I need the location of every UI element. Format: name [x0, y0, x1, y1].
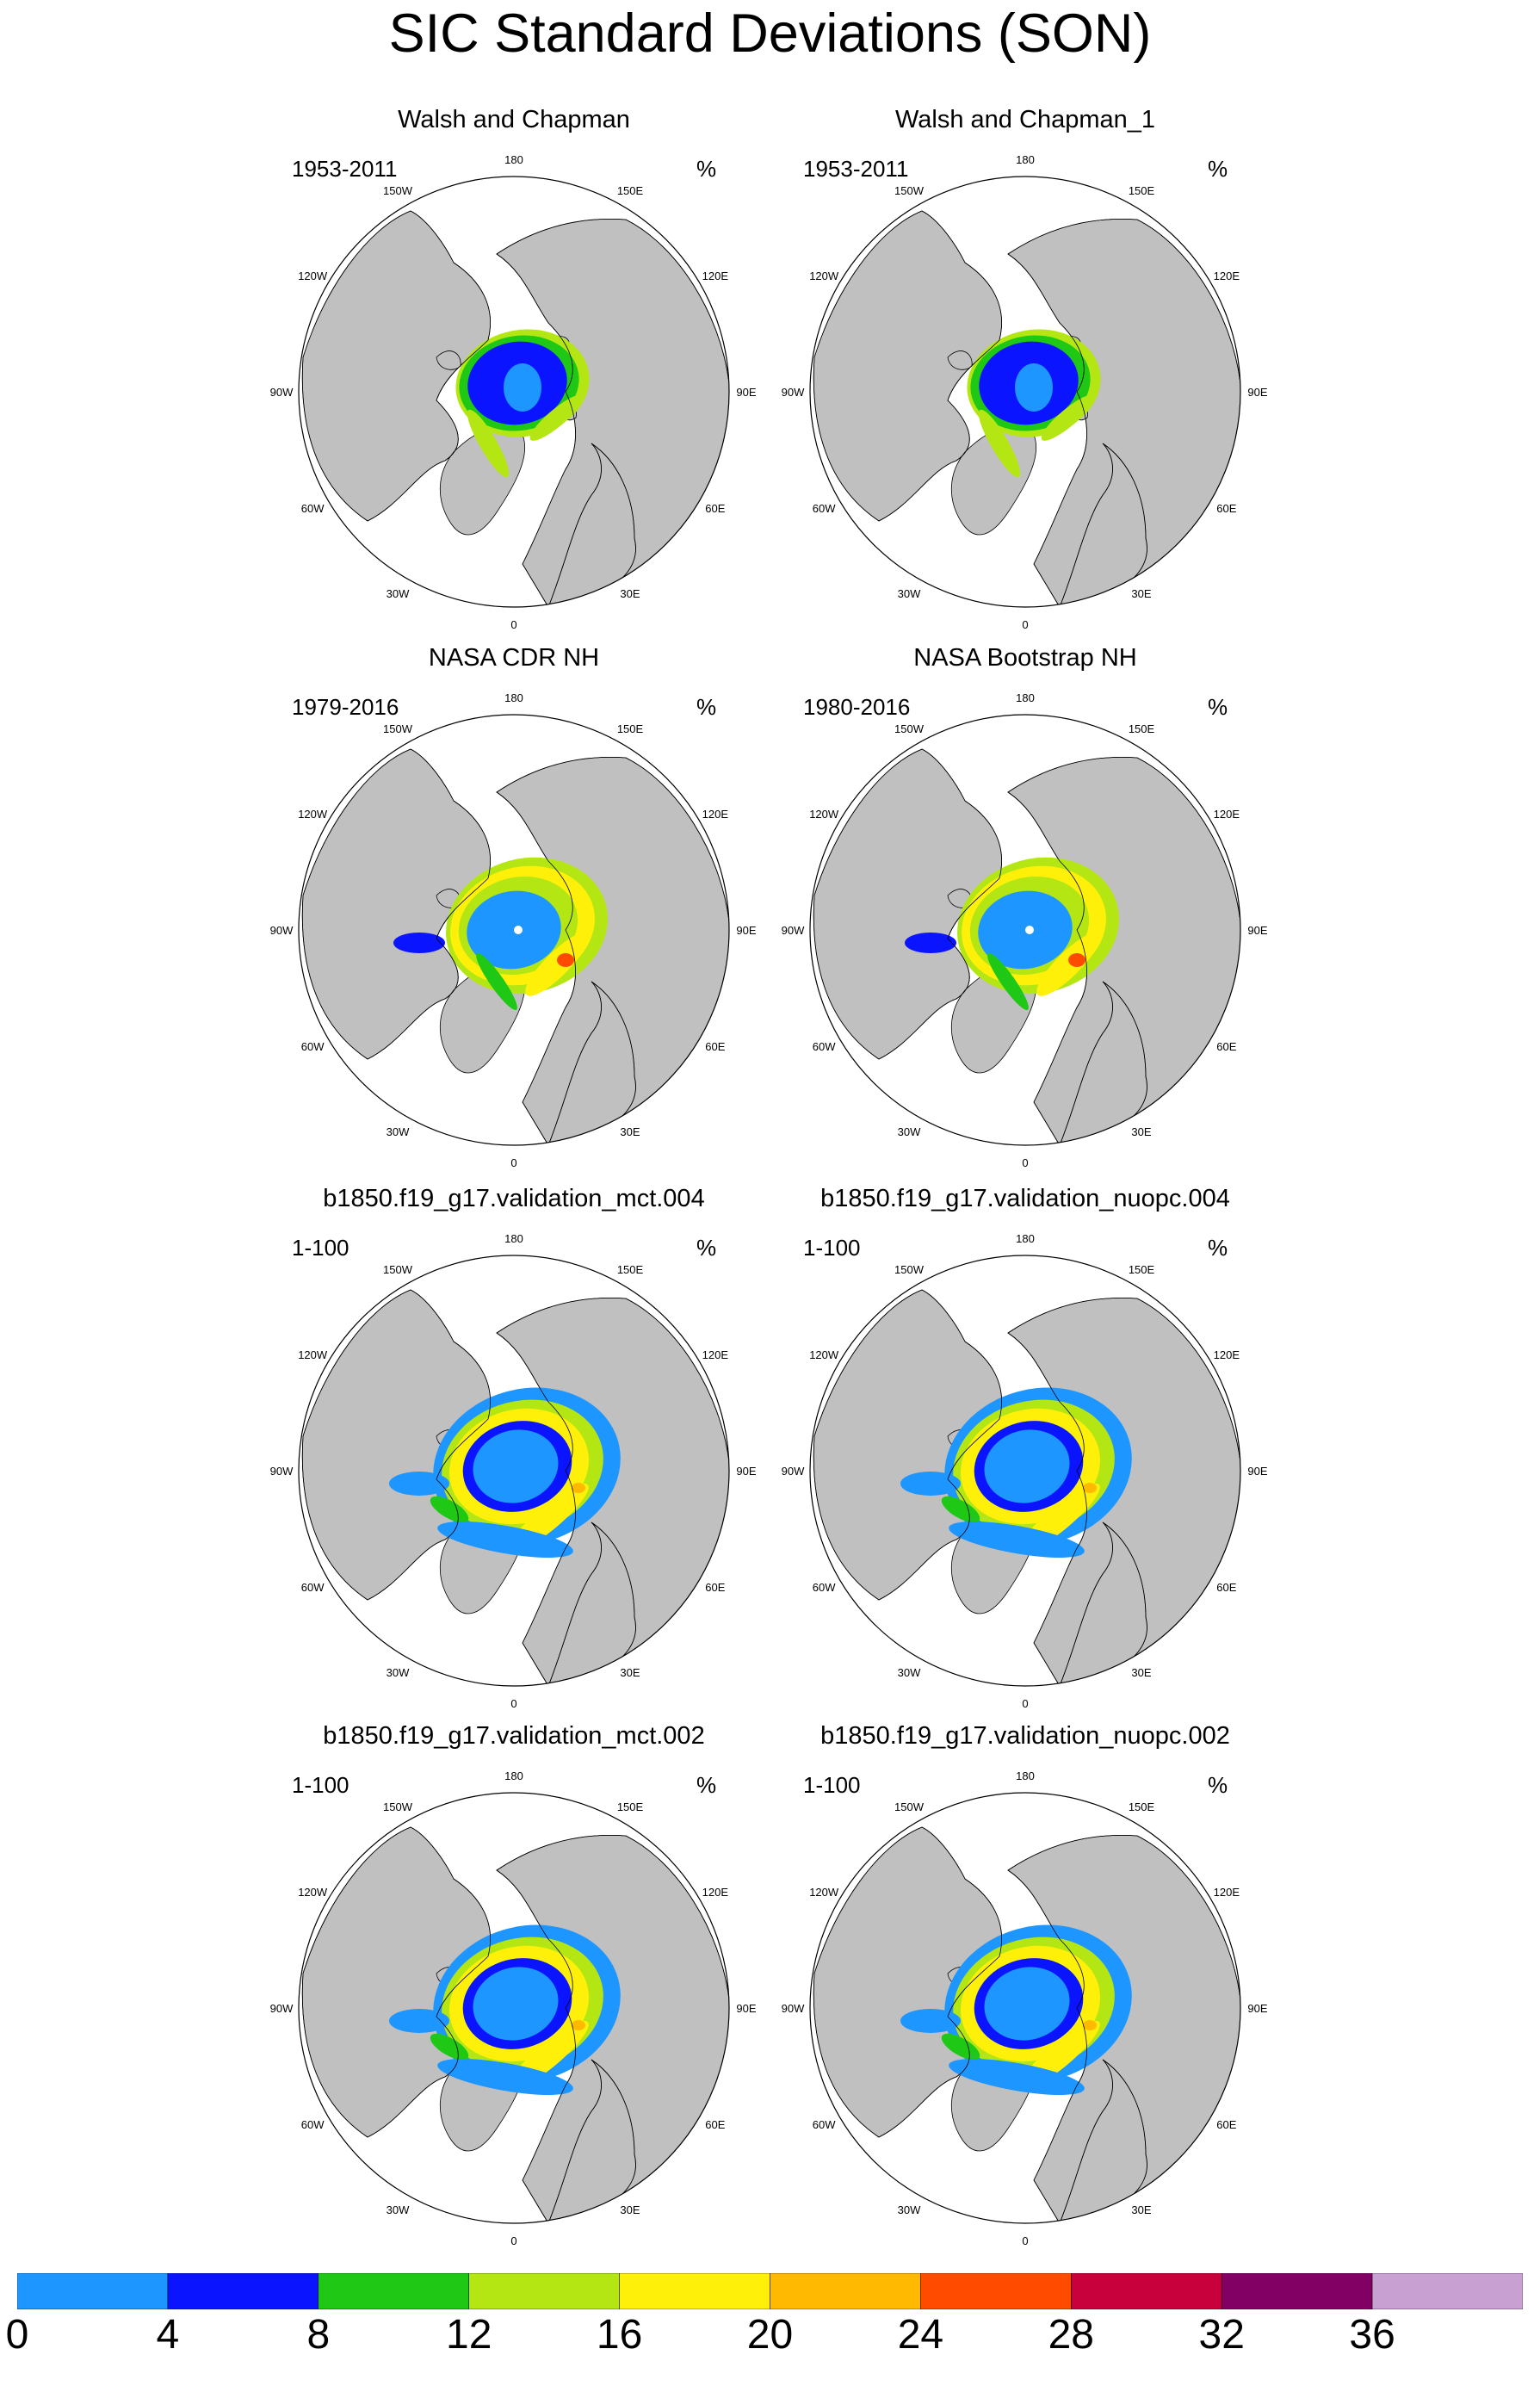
panel-period: 1-100 [803, 1772, 861, 1798]
panel-title: Walsh and Chapman [398, 106, 630, 133]
colorbar-tick-label: 24 [897, 2312, 944, 2358]
panel-title: b1850.f19_g17.validation_nuopc.004 [820, 1185, 1230, 1212]
longitude-label: 90W [269, 2002, 294, 2015]
panel-title: NASA Bootstrap NH [913, 644, 1137, 672]
longitude-label: 150W [383, 722, 412, 736]
longitude-label: 120E [1213, 270, 1240, 282]
panel-title: NASA CDR NH [428, 644, 600, 672]
longitude-label: 90E [1247, 2002, 1268, 2015]
longitude-label: 30E [1131, 1665, 1152, 1679]
polar-map [767, 672, 1283, 1188]
colorbar-tick-label: 4 [156, 2312, 180, 2358]
longitude-label: 60W [812, 1581, 836, 1594]
longitude-label: 150E [616, 1263, 644, 1277]
longitude-label: 90E [1247, 386, 1268, 399]
longitude-label: 30W [386, 1665, 410, 1679]
longitude-label: 60E [1216, 502, 1237, 515]
longitude-label: 60W [300, 502, 325, 515]
longitude-label: 90E [1247, 924, 1268, 937]
colorbar-segment [920, 2273, 1071, 2309]
longitude-label: 180 [1016, 1232, 1035, 1245]
longitude-label: 30E [1131, 1125, 1152, 1138]
longitude-label: 90E [736, 924, 757, 937]
longitude-label: 30E [620, 2203, 640, 2216]
longitude-label: 180 [504, 153, 523, 166]
panel-units: % [696, 694, 717, 720]
colorbar-segment [1221, 2273, 1372, 2309]
longitude-label: 120W [298, 808, 328, 821]
panel-period: 1979-2016 [292, 694, 399, 720]
panel-title: b1850.f19_g17.validation_mct.002 [323, 1722, 705, 1750]
longitude-label: 180 [1016, 1769, 1035, 1782]
polar-map [256, 1750, 772, 2266]
longitude-label: 30W [386, 1125, 410, 1138]
longitude-label: 120E [1213, 1886, 1240, 1899]
longitude-label: 90E [1247, 1465, 1268, 1478]
longitude-label: 60W [812, 1040, 836, 1053]
longitude-label: 30W [897, 2203, 921, 2216]
panel-units: % [696, 1772, 717, 1798]
panel-period: 1953-2011 [803, 156, 909, 182]
panel-period: 1-100 [803, 1235, 861, 1261]
longitude-label: 120E [702, 808, 729, 821]
longitude-label: 60E [705, 502, 726, 515]
longitude-label: 0 [1022, 1697, 1029, 1710]
longitude-label: 150W [383, 1800, 412, 1814]
longitude-label: 30E [620, 586, 640, 600]
longitude-label: 150W [894, 1263, 924, 1277]
colorbar-segment [1372, 2273, 1523, 2309]
longitude-label: 180 [1016, 691, 1035, 704]
longitude-label: 180 [504, 1769, 523, 1782]
longitude-label: 150W [894, 184, 924, 198]
longitude-label: 90E [736, 1465, 757, 1478]
polar-map [767, 1750, 1283, 2266]
longitude-label: 150E [616, 184, 644, 198]
colorbar-tick-label: 36 [1349, 2312, 1395, 2358]
longitude-label: 150E [1128, 722, 1155, 736]
colorbar-segment [168, 2273, 319, 2309]
longitude-label: 120W [298, 1886, 328, 1899]
panel-units: % [1208, 156, 1228, 182]
colorbar [17, 2273, 1523, 2309]
panel-units: % [1208, 1772, 1228, 1798]
longitude-label: 150W [383, 1263, 412, 1277]
polar-map [256, 1212, 772, 1729]
panel-units: % [1208, 1235, 1228, 1261]
longitude-label: 0 [1022, 2234, 1029, 2247]
longitude-label: 120E [702, 1348, 729, 1361]
longitude-label: 150E [1128, 1800, 1155, 1814]
longitude-label: 30E [1131, 586, 1152, 600]
colorbar-tick-label: 0 [5, 2312, 29, 2358]
colorbar-tick-label: 28 [1048, 2312, 1094, 2358]
longitude-label: 120E [1213, 808, 1240, 821]
longitude-label: 90E [736, 386, 757, 399]
longitude-label: 60W [300, 1581, 325, 1594]
colorbar-tick-label: 12 [445, 2312, 492, 2358]
colorbar-segment [770, 2273, 921, 2309]
longitude-label: 0 [510, 1697, 517, 1710]
longitude-label: 60E [705, 2118, 726, 2131]
panel-period: 1980-2016 [803, 694, 911, 720]
longitude-label: 60E [1216, 1581, 1237, 1594]
longitude-label: 60E [1216, 1040, 1237, 1053]
polar-map [256, 133, 772, 650]
panel-title: b1850.f19_g17.validation_mct.004 [323, 1185, 705, 1212]
longitude-label: 30W [897, 586, 921, 600]
longitude-label: 90W [269, 386, 294, 399]
longitude-label: 0 [1022, 618, 1029, 631]
longitude-label: 30W [386, 586, 410, 600]
colorbar-segment [17, 2273, 168, 2309]
colorbar-tick-label: 32 [1198, 2312, 1245, 2358]
longitude-label: 30E [1131, 2203, 1152, 2216]
longitude-label: 150W [383, 184, 412, 198]
longitude-label: 150E [616, 1800, 644, 1814]
panel-title: Walsh and Chapman_1 [895, 106, 1155, 133]
longitude-label: 180 [504, 691, 523, 704]
longitude-label: 90W [781, 386, 805, 399]
colorbar-tick-label: 8 [306, 2312, 331, 2358]
longitude-label: 60W [300, 1040, 325, 1053]
longitude-label: 120W [298, 1348, 328, 1361]
longitude-label: 180 [504, 1232, 523, 1245]
colorbar-segment [319, 2273, 469, 2309]
longitude-label: 60E [1216, 2118, 1237, 2131]
colorbar-segment [1071, 2273, 1221, 2309]
longitude-label: 90W [781, 1465, 805, 1478]
longitude-label: 120E [702, 270, 729, 282]
polar-map [767, 133, 1283, 650]
longitude-label: 150E [1128, 1263, 1155, 1277]
longitude-label: 60E [705, 1040, 726, 1053]
longitude-label: 150E [1128, 184, 1155, 198]
longitude-label: 60W [300, 2118, 325, 2131]
longitude-label: 120E [702, 1886, 729, 1899]
panel-period: 1953-2011 [292, 156, 398, 182]
longitude-label: 90W [781, 924, 805, 937]
longitude-label: 60W [812, 502, 836, 515]
main-title: SIC Standard Deviations (SON) [388, 3, 1152, 64]
colorbar-tick-label: 20 [746, 2312, 794, 2358]
longitude-label: 60E [705, 1581, 726, 1594]
longitude-label: 30E [620, 1665, 640, 1679]
longitude-label: 120W [809, 1886, 839, 1899]
panel-units: % [696, 156, 717, 182]
longitude-label: 0 [510, 1156, 517, 1169]
colorbar-tick-label: 16 [596, 2312, 643, 2358]
colorbar-segment [469, 2273, 620, 2309]
panel-units: % [696, 1235, 717, 1261]
longitude-label: 30E [620, 1125, 640, 1138]
panel-period: 1-100 [292, 1235, 349, 1261]
polar-map [767, 1212, 1283, 1729]
longitude-label: 30W [897, 1665, 921, 1679]
longitude-label: 150E [616, 722, 644, 736]
longitude-label: 150W [894, 1800, 924, 1814]
longitude-label: 0 [510, 2234, 517, 2247]
longitude-label: 0 [1022, 1156, 1029, 1169]
polar-map [256, 672, 772, 1188]
longitude-label: 120W [809, 270, 839, 282]
longitude-label: 0 [510, 618, 517, 631]
panel-units: % [1208, 694, 1228, 720]
colorbar-segment [620, 2273, 770, 2309]
longitude-label: 120W [298, 270, 328, 282]
longitude-label: 90E [736, 2002, 757, 2015]
longitude-label: 150W [894, 722, 924, 736]
longitude-label: 60W [812, 2118, 836, 2131]
longitude-label: 30W [386, 2203, 410, 2216]
panel-period: 1-100 [292, 1772, 349, 1798]
longitude-label: 180 [1016, 153, 1035, 166]
longitude-label: 120E [1213, 1348, 1240, 1361]
longitude-label: 90W [269, 924, 294, 937]
longitude-label: 120W [809, 1348, 839, 1361]
longitude-label: 120W [809, 808, 839, 821]
longitude-label: 90W [781, 2002, 805, 2015]
longitude-label: 90W [269, 1465, 294, 1478]
panel-title: b1850.f19_g17.validation_nuopc.002 [820, 1722, 1230, 1750]
longitude-label: 30W [897, 1125, 921, 1138]
